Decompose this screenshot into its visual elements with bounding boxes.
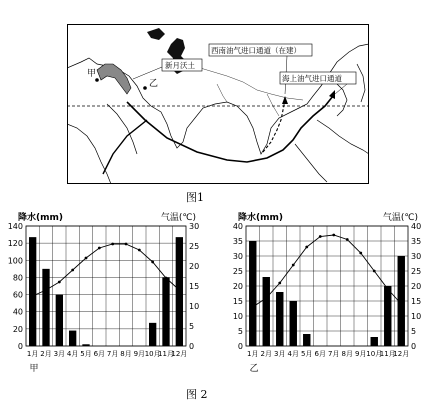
precip-tick-label: 40 bbox=[232, 222, 243, 231]
precip-tick-label: 100 bbox=[7, 256, 23, 266]
precip-tick-label: 140 bbox=[7, 222, 23, 231]
precip-bar bbox=[276, 292, 283, 346]
temperature-point bbox=[386, 288, 389, 291]
month-label: 9月 bbox=[133, 350, 146, 358]
temp-tick-label: 10 bbox=[189, 302, 200, 311]
point-b-marker bbox=[143, 86, 147, 90]
precip-bar bbox=[29, 237, 36, 346]
month-label: 11月 bbox=[379, 350, 396, 358]
temperature-point bbox=[151, 261, 154, 264]
temp-axis-label: 气温(℃) bbox=[160, 213, 196, 223]
map-figure1 bbox=[67, 24, 369, 184]
precip-bar bbox=[82, 344, 89, 346]
temp-tick-label: 5 bbox=[189, 322, 195, 331]
month-label: 7月 bbox=[106, 350, 119, 358]
temperature-point bbox=[98, 247, 101, 250]
sw-pipeline-label: 西南油气进口通道（在建） bbox=[211, 46, 301, 55]
temperature-point bbox=[305, 246, 308, 249]
precip-tick-label: 80 bbox=[12, 273, 23, 283]
figure1-caption: 图1 bbox=[186, 191, 204, 204]
temperature-point bbox=[125, 243, 128, 246]
month-label: 6月 bbox=[93, 350, 106, 358]
temperature-point bbox=[400, 303, 403, 306]
month-label: 5月 bbox=[301, 350, 313, 358]
precip-tick-label: 10 bbox=[232, 312, 243, 321]
precip-tick-label: 20 bbox=[232, 282, 243, 291]
temp-tick-label: 20 bbox=[411, 282, 422, 291]
climate-chart-b bbox=[226, 205, 438, 383]
month-label: 8月 bbox=[341, 350, 353, 358]
precip-tick-label: 60 bbox=[12, 290, 23, 300]
precip-tick-label: 120 bbox=[7, 239, 23, 249]
precip-tick-label: 0 bbox=[237, 342, 243, 351]
temp-tick-label: 15 bbox=[189, 282, 200, 291]
precip-bar bbox=[263, 277, 270, 346]
precip-bar bbox=[69, 331, 76, 346]
precip-bar bbox=[149, 323, 156, 346]
precip-bar bbox=[303, 334, 310, 346]
temperature-point bbox=[111, 243, 114, 246]
figure2-caption: 图 2 bbox=[186, 388, 208, 401]
temperature-point bbox=[71, 269, 74, 272]
temp-tick-label: 35 bbox=[411, 237, 422, 246]
temp-tick-label: 15 bbox=[411, 297, 422, 306]
temperature-point bbox=[85, 257, 88, 260]
precip-tick-label: 25 bbox=[232, 267, 243, 276]
precip-bar bbox=[56, 295, 63, 346]
temp-tick-label: 30 bbox=[189, 222, 200, 231]
month-label: 2月 bbox=[260, 350, 272, 358]
precip-axis-label: 降水(mm) bbox=[238, 213, 283, 223]
month-label: 5月 bbox=[80, 350, 92, 358]
temperature-point bbox=[165, 277, 168, 280]
point-a-marker bbox=[95, 78, 99, 82]
month-label: 12月 bbox=[171, 350, 188, 358]
month-label: 1月 bbox=[247, 350, 259, 358]
precip-bar bbox=[290, 301, 297, 346]
precip-tick-label: 35 bbox=[232, 237, 243, 246]
precip-bar bbox=[249, 241, 256, 346]
temperature-point bbox=[332, 234, 335, 237]
month-label: 7月 bbox=[328, 350, 340, 358]
temperature-point bbox=[31, 295, 34, 298]
temp-tick-label: 25 bbox=[189, 242, 200, 251]
temperature-point bbox=[58, 281, 61, 284]
month-label: 9月 bbox=[355, 350, 367, 358]
temperature-point bbox=[251, 306, 254, 309]
month-label: 11月 bbox=[158, 350, 174, 358]
precip-tick-label: 15 bbox=[232, 297, 243, 306]
precip-bar bbox=[176, 237, 183, 346]
temperature-point bbox=[373, 270, 376, 273]
month-label: 12月 bbox=[393, 350, 410, 358]
temperature-point bbox=[319, 235, 322, 238]
temp-tick-label: 25 bbox=[411, 267, 422, 276]
point-b-label: 乙 bbox=[149, 79, 159, 89]
temperature-point bbox=[346, 238, 349, 241]
month-label: 2月 bbox=[40, 350, 52, 358]
precip-bar bbox=[371, 337, 378, 346]
precip-bar bbox=[162, 277, 169, 346]
temperature-point bbox=[278, 282, 281, 285]
precip-tick-label: 5 bbox=[237, 327, 243, 336]
temp-tick-label: 10 bbox=[411, 312, 422, 321]
precip-tick-label: 20 bbox=[12, 324, 23, 334]
precip-bar bbox=[42, 269, 49, 346]
station-label: 乙 bbox=[249, 364, 259, 374]
precip-bar bbox=[384, 286, 391, 346]
precip-tick-label: 30 bbox=[232, 252, 243, 261]
point-a-label: 甲 bbox=[87, 69, 97, 79]
map-svg bbox=[67, 24, 369, 184]
month-label: 3月 bbox=[274, 350, 286, 358]
month-label: 4月 bbox=[287, 350, 299, 358]
temp-tick-label: 0 bbox=[411, 342, 417, 351]
temperature-point bbox=[45, 289, 48, 292]
temperature-point bbox=[138, 249, 141, 252]
temperature-point bbox=[178, 289, 181, 292]
temp-tick-label: 40 bbox=[411, 222, 422, 231]
precip-tick-label: 40 bbox=[12, 307, 23, 317]
temperature-point bbox=[265, 297, 268, 300]
temp-tick-label: 30 bbox=[411, 252, 422, 261]
temp-axis-label: 气温(℃) bbox=[382, 213, 418, 223]
temp-tick-label: 0 bbox=[189, 342, 195, 351]
month-label: 4月 bbox=[66, 350, 79, 358]
month-label: 1月 bbox=[26, 350, 39, 358]
month-label: 6月 bbox=[314, 350, 326, 358]
temp-tick-label: 20 bbox=[189, 262, 200, 271]
temperature-point bbox=[292, 264, 295, 267]
precip-tick-label: 0 bbox=[17, 342, 23, 351]
station-label: 甲 bbox=[29, 364, 39, 374]
temperature-point bbox=[359, 252, 362, 255]
month-label: 10月 bbox=[144, 350, 161, 358]
crescent-label: 新月沃土 bbox=[165, 61, 195, 70]
month-label: 10月 bbox=[366, 350, 383, 358]
sea-route-label: 海上油气进口通道 bbox=[282, 74, 342, 83]
climate-chart-a bbox=[0, 205, 214, 383]
precip-axis-label: 降水(mm) bbox=[18, 213, 63, 223]
temp-tick-label: 5 bbox=[411, 327, 417, 336]
month-label: 8月 bbox=[120, 350, 132, 358]
month-label: 3月 bbox=[53, 350, 66, 358]
